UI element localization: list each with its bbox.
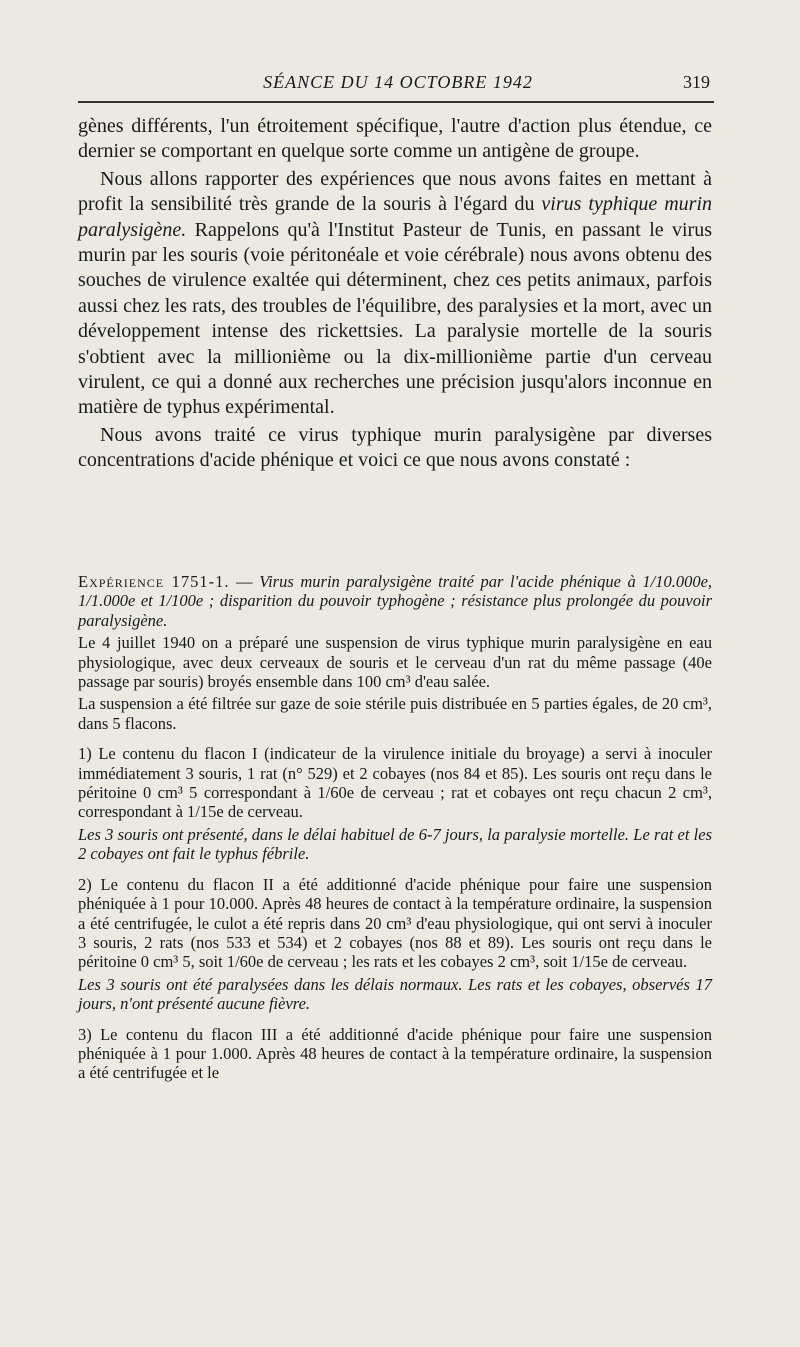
main-text bbox=[78, 114, 712, 476]
experiment-heading bbox=[78, 572, 712, 630]
flacon-2-result: Les 3 souris ont été paralysées dans les délais normaux. Les rats et les cobayes, observés 17 jours, n'ont présenté aucune fièvre. bbox=[78, 974, 712, 1014]
virus-name: virus typhique murin paralysigène. bbox=[78, 193, 713, 241]
header-rule bbox=[78, 101, 714, 103]
experiment-preparation: Le 4 juillet 1940 on a préparé une suspension de virus typhique murin paralysigène en eau physiologique, avec deux cerveaux de souris et le cerveau d'un rat du même passage (40e passage par souris) broyés ensemble dans 100 cm³ d'eau salée. bbox=[78, 633, 712, 692]
page-number: 319 bbox=[683, 72, 710, 92]
experiment-dash: — bbox=[229, 572, 260, 591]
paragraph-method bbox=[78, 167, 712, 421]
page-header bbox=[78, 72, 718, 102]
flacon-1: 1) Le contenu du flacon I (indicateur de la virulence initiale du broyage) a servi à inoculer immédiatement 3 souris, 1 rat (n° 529) et 2 cobayes (nos 84 et 85). Les souris ont reçu dans le péritoine 0 cm³ 5 correspondant à 1/60e de cerveau ; rat et cobayes ont reçu chacun 2 cm³, correspondant à 1/15e de cerveau. bbox=[78, 744, 712, 822]
flacon-3: 3) Le contenu du flacon III a été additionné d'acide phénique pour faire une suspension phéniquée à 1 pour 1.000. Après 48 heures de contact à la température ordinaire, la suspension a été centrifugée et le bbox=[78, 1024, 712, 1083]
paragraph-intro-experiment: Nous avons traité ce virus typhique murin paralysigène par diverses concentrations d'acide phénique et voici ce que nous avons constaté : bbox=[78, 423, 712, 472]
running-head: SÉANCE DU 14 OCTOBRE 1942 bbox=[263, 72, 533, 92]
experiment-section bbox=[78, 572, 712, 1094]
paragraph-continuation: gènes différents, l'un étroitement spécifique, l'autre d'action plus étendue, ce dernier se comportant en quelque sorte comme un antigène de groupe. bbox=[78, 115, 712, 163]
experiment-title: Virus murin paralysigène traité par l'acide phénique à 1/10.000e, 1/1.000e et 1/100e ; disparition du pouvoir typhogène ; résistance plus prolongée du pouvoir paralysigène. bbox=[78, 572, 713, 630]
experiment-filtration: La suspension a été filtrée sur gaze de soie stérile puis distribuée en 5 parties égales, de 20 cm³, dans 5 flacons. bbox=[78, 694, 712, 733]
flacon-2: 2) Le contenu du flacon II a été additionné d'acide phénique pour faire une suspension phéniquée à 1 pour 10.000. Après 48 heures de contact à la température ordinaire, la suspension a été centrifugée, le culot a été repris dans 20 cm³ d'eau physiologique, qui ont servi à inoculer 3 souris, 2 rats (nos 533 et 534) et 2 cobayes (nos 88 et 89). Les souris ont reçu dans le péritoine 0 cm³ 5, soit 1/60e de cerveau ; les rats et les cobayes 2 cm³, soit 1/15e de cerveau. bbox=[78, 874, 712, 972]
paragraph-method-rest: Rappelons qu'à l'Institut Pasteur de Tunis, en passant le virus murin par les souris (voie péritonéale et voie cérébrale) nous avons obtenu des souches de virulence exaltée qui déterminent, chez ces petits animaux, parfois aussi chez les rats, des troubles de l'équilibre, des paralysies et la mort, avec un développement intense des rickettsies. La paralysie mortelle de la souris s'obtient avec la millionième ou la dix-millionième partie d'un cerveau virulent, ce qui a donné aux recherches une précision jusqu'alors inconnue en matière de typhus expérimental. bbox=[78, 218, 712, 419]
paragraph-method-start: Nous allons rapporter des expériences que nous avons faites en mettant à profit la sensibilité très grande de la souris à l'égard du bbox=[78, 167, 712, 216]
flacon-1-result: Les 3 souris ont présenté, dans le délai habituel de 6-7 jours, la paralysie mortelle. Le rat et les 2 cobayes ont fait le typhus fébrile. bbox=[78, 824, 712, 864]
experiment-label: Expérience 1751-1. bbox=[78, 572, 230, 591]
